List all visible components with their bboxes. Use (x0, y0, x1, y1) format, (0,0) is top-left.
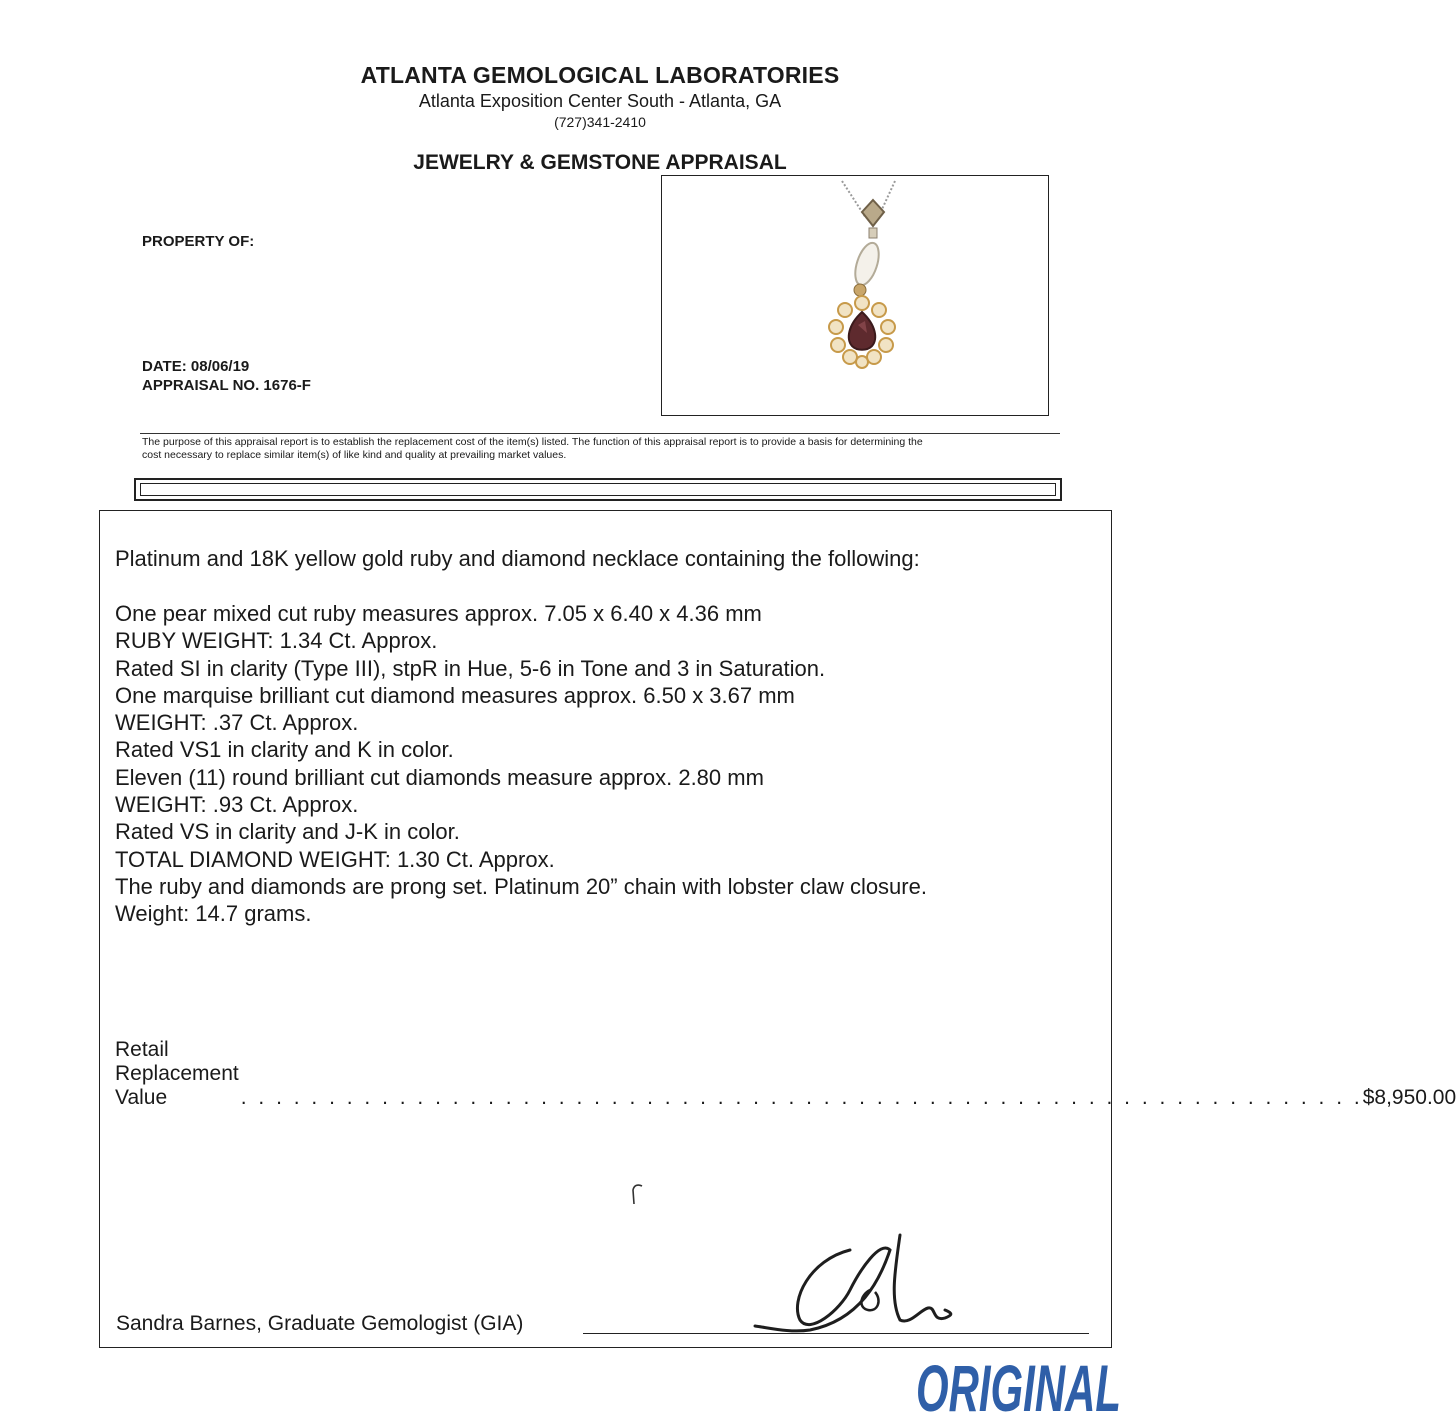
lab-address: Atlanta Exposition Center South - Atlanta, GA (418, 91, 782, 111)
appraisal-number-value: 1676-F (263, 377, 311, 394)
purpose-line-2: cost necessary to replace similar item(s) of like kind and quality at prevailing market values. (142, 449, 567, 461)
description-line: The ruby and diamonds are prong set. Platinum 20” chain with lobster claw closure. (115, 873, 927, 899)
description-line: One pear mixed cut ruby measures approx. 7.05 x 6.40 x 4.36 mm (115, 601, 762, 626)
handwritten-signature (750, 1230, 960, 1350)
document-title: JEWELRY & GEMSTONE APPRAISAL (413, 151, 787, 174)
signer-name: Sandra Barnes, Graduate Gemologist (GIA) (116, 1312, 524, 1335)
description-lines (115, 600, 927, 928)
appraisal-number-label: APPRAISAL NO. (142, 377, 260, 394)
lab-phone: (727)341-2410 (554, 114, 646, 130)
property-of-label: PROPERTY OF: (142, 233, 255, 250)
separator-bar (134, 478, 1062, 501)
purpose-divider (140, 433, 1060, 434)
item-photo (661, 175, 1049, 416)
description-line: Rated SI in clarity (Type III), stpR in Hue, 5-6 in Tone and 3 in Saturation. (115, 655, 826, 681)
description-line: TOTAL DIAMOND WEIGHT: 1.30 Ct. Approx. (115, 846, 555, 872)
purpose-statement (142, 436, 1062, 462)
retail-replacement-value-label: Retail Replacement Value (115, 1038, 239, 1109)
date-label: DATE: (142, 358, 187, 375)
description-line: Rated VS in clarity and J-K in color. (115, 819, 460, 845)
date-value: 08/06/19 (190, 358, 250, 375)
description-line: RUBY WEIGHT: 1.34 Ct. Approx. (115, 628, 438, 654)
appraisal-number-row (142, 377, 311, 394)
stray-mark (628, 1180, 648, 1210)
leader-dots: . . . . . . . . . . . . . . . . . . . . . . . . . . . . . . . . . . . . . . . . . . . . . . . . . . . . . . . . . . . . . . . . (240, 1086, 1363, 1109)
original-stamp (912, 1343, 1132, 1423)
necklace-image (662, 176, 1048, 415)
description-line: WEIGHT: .93 Ct. Approx. (115, 792, 359, 818)
date-row (142, 358, 249, 375)
purpose-line-1: The purpose of this appraisal report is to establish the replacement cost of the item(s) listed. The function of this appraisal report is to provide a basis for determining the (142, 436, 923, 448)
lab-name: ATLANTA GEMOLOGICAL LABORATORIES (360, 62, 840, 88)
description-intro: Platinum and 18K yellow gold ruby and diamond necklace containing the following: (115, 546, 920, 571)
description-line: Eleven (11) round brilliant cut diamonds measure approx. 2.80 mm (115, 764, 764, 790)
retail-replacement-value-amount: $8,950.00 (1362, 1086, 1456, 1109)
retail-replacement-value-row (115, 1038, 1456, 1110)
description-line: One marquise brilliant cut diamond measures approx. 6.50 x 3.67 mm (115, 682, 795, 708)
description-line: Weight: 14.7 grams. (115, 901, 312, 927)
description-line: Rated VS1 in clarity and K in color. (115, 737, 454, 763)
description-line: WEIGHT: .37 Ct. Approx. (115, 710, 359, 736)
original-stamp-text: ORIGINAL (916, 1351, 1121, 1423)
